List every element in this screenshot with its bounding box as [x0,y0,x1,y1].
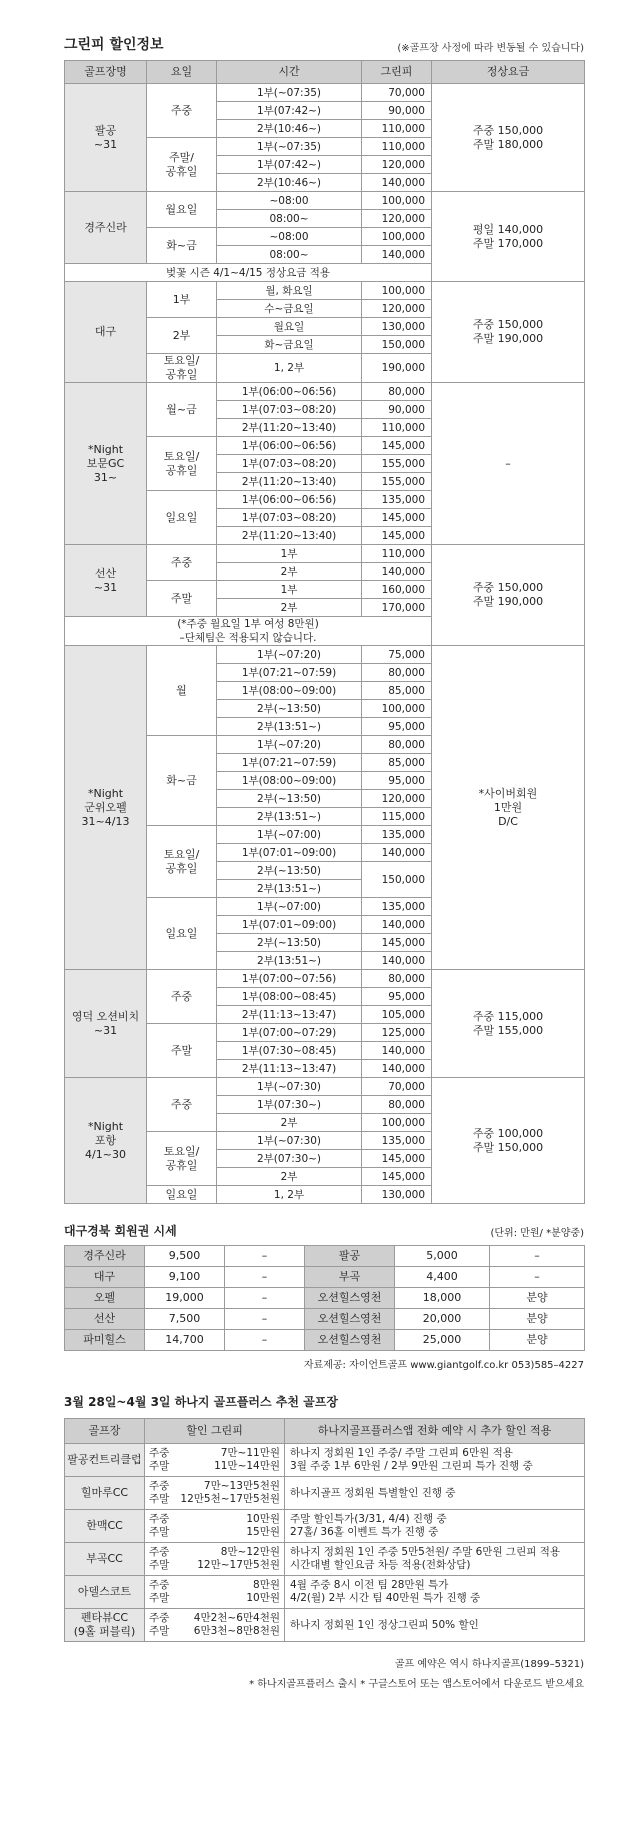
recommend-row [65,1543,585,1576]
day-cell: 주중 [147,545,217,581]
recommend-benefit: 하나지 정회원 1인 정상그린피 50% 할인 [285,1609,585,1642]
time-cell: 2부(~13:50) [217,700,362,718]
price-cell: 140,000 [362,952,432,970]
price-cell: 110,000 [362,120,432,138]
price-cell: 190,000 [362,354,432,383]
time-cell: 월요일 [217,318,362,336]
price-cell: 85,000 [362,682,432,700]
time-cell: 수~금요일 [217,300,362,318]
price-cell: 145,000 [362,527,432,545]
day-cell: 월 [147,646,217,736]
price-cell: 80,000 [362,1096,432,1114]
time-cell: 08:00~ [217,210,362,228]
price-cell: 110,000 [362,419,432,437]
course-note: 벚꽃 시즌 4/1~4/15 정상요금 적용 [65,264,432,282]
recommend-table [64,1418,585,1642]
green-fee-header-row [65,61,585,84]
course-name: 영덕 오션비치 ~31 [65,970,147,1078]
market-price: 14,700 [145,1330,225,1351]
recommend-header-row [65,1419,585,1444]
time-cell: 2부(~13:50) [217,862,362,880]
col-course: 골프장명 [65,61,147,84]
market-unit: (단위: 만원/ *분양중) [490,1228,584,1239]
day-cell: 토요일/ 공휴일 [147,354,217,383]
time-cell: 2부 [217,563,362,581]
course-name: 선산 ~31 [65,545,147,617]
recommend-row [65,1510,585,1543]
time-cell: 1부(08:00~08:45) [217,988,362,1006]
price-cell: 120,000 [362,210,432,228]
market-name: 부곡 [305,1267,395,1288]
time-cell: 08:00~ [217,246,362,264]
recommend-fees: 8만~12만원 12만~17만5천원 [179,1543,285,1576]
price-cell: 120,000 [362,790,432,808]
market-price: 19,000 [145,1288,225,1309]
time-cell: 1부(~07:30) [217,1078,362,1096]
course-name: *Night 보문GC 31~ [65,383,147,545]
time-cell: 1부(08:00~09:00) [217,682,362,700]
price-cell: 145,000 [362,509,432,527]
price-cell: 140,000 [362,844,432,862]
normal-fee: 평일 140,000 주말 170,000 [432,192,585,282]
recommend-row [65,1609,585,1642]
course-name: 경주신라 [65,192,147,264]
day-cell: 월요일 [147,192,217,228]
day-cell: 화~금 [147,736,217,826]
market-row [65,1309,585,1330]
recommend-days: 주중 주말 [145,1576,179,1609]
time-cell: ~08:00 [217,192,362,210]
time-cell: 1부(~07:20) [217,736,362,754]
price-cell: 135,000 [362,491,432,509]
time-cell: 1부(07:03~08:20) [217,401,362,419]
booking-footer: 골프 예약은 역시 하나지골프(1899–5321) [394,1659,584,1670]
price-cell: 140,000 [362,916,432,934]
price-cell: 150,000 [362,862,432,898]
price-cell: 135,000 [362,1132,432,1150]
rate-row [65,282,585,300]
price-cell: 70,000 [362,84,432,102]
market-name: 경주신라 [65,1246,145,1267]
price-cell: 75,000 [362,646,432,664]
day-cell: 1부 [147,282,217,318]
rate-row [65,192,585,210]
price-cell: 100,000 [362,192,432,210]
price-cell: 80,000 [362,970,432,988]
market-name: 오펠 [65,1288,145,1309]
price-cell: 80,000 [362,383,432,401]
market-row [65,1246,585,1267]
time-cell: 1부(07:00~07:29) [217,1024,362,1042]
market-status: – [225,1309,305,1330]
day-cell: 월~금 [147,383,217,437]
price-cell: 155,000 [362,473,432,491]
market-status: – [490,1267,585,1288]
normal-fee: *사이버회원 1만원 D/C [432,646,585,970]
time-cell: 1부(~07:20) [217,646,362,664]
price-cell: 140,000 [362,174,432,192]
time-cell: 1부 [217,581,362,599]
time-cell: 2부(13:51~) [217,808,362,826]
price-cell: 125,000 [362,1024,432,1042]
price-cell: 70,000 [362,1078,432,1096]
day-cell: 일요일 [147,491,217,545]
normal-fee: 주중 150,000 주말 190,000 [432,282,585,383]
time-cell: 2부(11:13~13:47) [217,1006,362,1024]
price-cell: 140,000 [362,563,432,581]
price-cell: 130,000 [362,1186,432,1204]
rates-header [64,34,584,54]
recommend-title: 3월 28일~4월 3일 하나지 골프플러스 추천 골프장 [64,1395,338,1409]
price-cell: 100,000 [362,282,432,300]
time-cell: 1부(07:03~08:20) [217,509,362,527]
market-price: 9,100 [145,1267,225,1288]
price-cell: 110,000 [362,138,432,156]
market-price: 18,000 [395,1288,490,1309]
membership-body [65,1246,585,1351]
normal-fee: – [432,383,585,545]
time-cell: 2부(11:20~13:40) [217,473,362,491]
day-cell: 주말 [147,581,217,617]
price-cell: 140,000 [362,246,432,264]
day-cell: 주말/ 공휴일 [147,138,217,192]
time-cell: 2부 [217,1114,362,1132]
day-cell: 토요일/ 공휴일 [147,1132,217,1186]
recommend-row [65,1576,585,1609]
price-cell: 95,000 [362,988,432,1006]
market-status: – [225,1246,305,1267]
rate-row [65,1078,585,1096]
price-cell: 110,000 [362,545,432,563]
recommend-row [65,1444,585,1477]
normal-fee: 주중 115,000 주말 155,000 [432,970,585,1078]
price-cell: 160,000 [362,581,432,599]
price-cell: 170,000 [362,599,432,617]
time-cell: 2부(10:46~) [217,120,362,138]
recommend-body [65,1444,585,1642]
day-cell: 토요일/ 공휴일 [147,437,217,491]
price-cell: 145,000 [362,1168,432,1186]
recommend-row [65,1477,585,1510]
rate-row [65,84,585,102]
day-cell: 주중 [147,84,217,138]
price-cell: 145,000 [362,1150,432,1168]
price-cell: 80,000 [362,664,432,682]
rec-col-benefit: 하나지골프플러스앱 전화 예약 시 추가 할인 적용 [285,1419,585,1444]
rate-row [65,646,585,664]
course-name: 팔공 ~31 [65,84,147,192]
recommend-course: 부곡CC [65,1543,145,1576]
time-cell: 1부(06:00~06:56) [217,491,362,509]
app-footer: * 하나지골프플러스 출시 * 구글스토어 또는 앱스토어에서 다운로드 받으세요 [249,1679,584,1690]
time-cell: 1부(06:00~06:56) [217,437,362,455]
market-name: 대구 [65,1267,145,1288]
recommend-course: 한맥CC [65,1510,145,1543]
col-day: 요일 [147,61,217,84]
time-cell: 2부(11:20~13:40) [217,527,362,545]
recommend-days: 주중 주말 [145,1444,179,1477]
market-name: 파미힐스 [65,1330,145,1351]
rate-row [65,383,585,401]
recommend-course: 팔공컨트리클럽 [65,1444,145,1477]
market-name: 오션힐스영천 [305,1309,395,1330]
day-cell: 2부 [147,318,217,354]
time-cell: 1부(07:42~) [217,102,362,120]
time-cell: 1부(07:30~) [217,1096,362,1114]
recommend-days: 주중 주말 [145,1510,179,1543]
time-cell: 2부(07:30~) [217,1150,362,1168]
price-cell: 115,000 [362,808,432,826]
rates-title: 그린피 할인정보 [64,37,164,53]
time-cell: 1부(08:00~09:00) [217,772,362,790]
time-cell: 1부(06:00~06:56) [217,383,362,401]
time-cell: 월, 화요일 [217,282,362,300]
price-cell: 95,000 [362,772,432,790]
price-cell: 100,000 [362,1114,432,1132]
time-cell: 1부(~07:30) [217,1132,362,1150]
recommend-fees: 7만~13만5천원 12만5천~17만5천원 [179,1477,285,1510]
time-cell: 1부 [217,545,362,563]
normal-fee: 주중 150,000 주말 190,000 [432,545,585,646]
market-status: – [225,1288,305,1309]
price-cell: 145,000 [362,934,432,952]
time-cell: 2부(13:51~) [217,952,362,970]
course-name: 대구 [65,282,147,383]
price-cell: 100,000 [362,700,432,718]
market-name: 선산 [65,1309,145,1330]
recommend-benefit: 주말 할인특가(3/31, 4/4) 진행 중 27홀/ 36홀 이벤트 특가 진행 중 [285,1510,585,1543]
market-status: – [225,1330,305,1351]
time-cell: 2부(~13:50) [217,934,362,952]
rates-note: (※골프장 사정에 따라 변동될 수 있습니다) [397,43,584,54]
market-row [65,1288,585,1309]
market-status: 분양 [490,1288,585,1309]
time-cell: 1부(~07:00) [217,826,362,844]
price-cell: 130,000 [362,318,432,336]
market-price: 4,400 [395,1267,490,1288]
time-cell: 1부(~07:00) [217,898,362,916]
time-cell: 1부(07:01~09:00) [217,844,362,862]
recommend-days: 주중 주말 [145,1543,179,1576]
market-status: 분양 [490,1330,585,1351]
price-cell: 135,000 [362,826,432,844]
price-cell: 140,000 [362,1042,432,1060]
time-cell: 1부(07:30~08:45) [217,1042,362,1060]
time-cell: 1부(07:42~) [217,156,362,174]
price-cell: 80,000 [362,736,432,754]
course-name: *Night 포항 4/1~30 [65,1078,147,1204]
day-cell: 토요일/ 공휴일 [147,826,217,898]
time-cell: 2부(13:51~) [217,718,362,736]
rec-col-course: 골프장 [65,1419,145,1444]
recommend-course: 아델스코트 [65,1576,145,1609]
market-title: 대구경북 회원권 시세 [64,1224,177,1238]
rec-col-fee: 할인 그린피 [145,1419,285,1444]
market-name: 오션힐스영천 [305,1288,395,1309]
rate-row [65,970,585,988]
membership-table [64,1245,585,1351]
price-cell: 85,000 [362,754,432,772]
time-cell: 1부(07:21~07:59) [217,664,362,682]
time-cell: 1부(~07:35) [217,84,362,102]
time-cell: 1부(~07:35) [217,138,362,156]
market-price: 9,500 [145,1246,225,1267]
market-row [65,1330,585,1351]
time-cell: 2부 [217,1168,362,1186]
recommend-benefit: 하나지 정회원 1인 주중 5만5천원/ 주말 6만원 그린피 적용 시간대별 할인요금 차등 적용(전화상담) [285,1543,585,1576]
time-cell: 1부(07:03~08:20) [217,455,362,473]
market-price: 5,000 [395,1246,490,1267]
price-cell: 155,000 [362,455,432,473]
market-price: 7,500 [145,1309,225,1330]
time-cell: 1, 2부 [217,354,362,383]
green-fee-table [64,60,585,1204]
day-cell: 일요일 [147,1186,217,1204]
market-name: 팔공 [305,1246,395,1267]
price-cell: 120,000 [362,300,432,318]
price-cell: 100,000 [362,228,432,246]
time-cell: 2부(10:46~) [217,174,362,192]
day-cell: 화~금 [147,228,217,264]
price-cell: 105,000 [362,1006,432,1024]
recommend-course: 펜타뷰CC (9홀 퍼블릭) [65,1609,145,1642]
day-cell: 주중 [147,970,217,1024]
normal-fee: 주중 150,000 주말 180,000 [432,84,585,192]
recommend-fees: 10만원 15만원 [179,1510,285,1543]
price-cell: 145,000 [362,437,432,455]
price-cell: 120,000 [362,156,432,174]
market-name: 오션힐스영천 [305,1330,395,1351]
time-cell: 1, 2부 [217,1186,362,1204]
market-price: 25,000 [395,1330,490,1351]
time-cell: 1부(07:00~07:56) [217,970,362,988]
price-cell: 140,000 [362,1060,432,1078]
day-cell: 주말 [147,1024,217,1078]
time-cell: 2부(11:20~13:40) [217,419,362,437]
time-cell: 화~금요일 [217,336,362,354]
market-status: – [490,1246,585,1267]
time-cell: 1부(07:01~09:00) [217,916,362,934]
course-note: (*주중 월요일 1부 여성 8만원) –단체팀은 적용되지 않습니다. [65,617,432,646]
day-cell: 일요일 [147,898,217,970]
price-cell: 90,000 [362,102,432,120]
col-time: 시간 [217,61,362,84]
page [64,34,584,1690]
col-normal-fee: 정상요금 [432,61,585,84]
time-cell: 1부(07:21~07:59) [217,754,362,772]
col-green-fee: 그린피 [362,61,432,84]
recommend-days: 주중 주말 [145,1477,179,1510]
green-fee-body [65,84,585,1204]
market-price: 20,000 [395,1309,490,1330]
market-status: – [225,1267,305,1288]
recommend-fees: 7만~11만원 11만~14만원 [179,1444,285,1477]
rate-row [65,545,585,563]
recommend-days: 주중 주말 [145,1609,179,1642]
recommend-benefit: 하나지골프 정회원 특별할인 진행 중 [285,1477,585,1510]
recommend-fees: 8만원 10만원 [179,1576,285,1609]
market-source: 자료제공: 자이언트골프 www.giantgolf.co.kr 053)585–4227 [303,1360,584,1371]
time-cell: 2부(11:13~13:47) [217,1060,362,1078]
recommend-benefit: 4월 주중 8시 이전 팀 28만원 특가 4/2(월) 2부 시간 팀 40만원 특가 진행 중 [285,1576,585,1609]
normal-fee: 주중 100,000 주말 150,000 [432,1078,585,1204]
market-status: 분양 [490,1309,585,1330]
recommend-course: 힐마루CC [65,1477,145,1510]
market-row [65,1267,585,1288]
price-cell: 135,000 [362,898,432,916]
recommend-benefit: 하나지 정회원 1인 주중/ 주말 그린피 6만원 적용 3월 주중 1부 6만원 / 2부 9만원 그린피 특가 진행 중 [285,1444,585,1477]
time-cell: 2부(13:51~) [217,880,362,898]
time-cell: 2부(~13:50) [217,790,362,808]
price-cell: 90,000 [362,401,432,419]
price-cell: 150,000 [362,336,432,354]
price-cell: 95,000 [362,718,432,736]
time-cell: ~08:00 [217,228,362,246]
day-cell: 주중 [147,1078,217,1132]
recommend-fees: 4만2천~6만4천원 6만3천~8만8천원 [179,1609,285,1642]
course-name: *Night 군위오펠 31~4/13 [65,646,147,970]
market-header [64,1222,584,1239]
time-cell: 2부 [217,599,362,617]
